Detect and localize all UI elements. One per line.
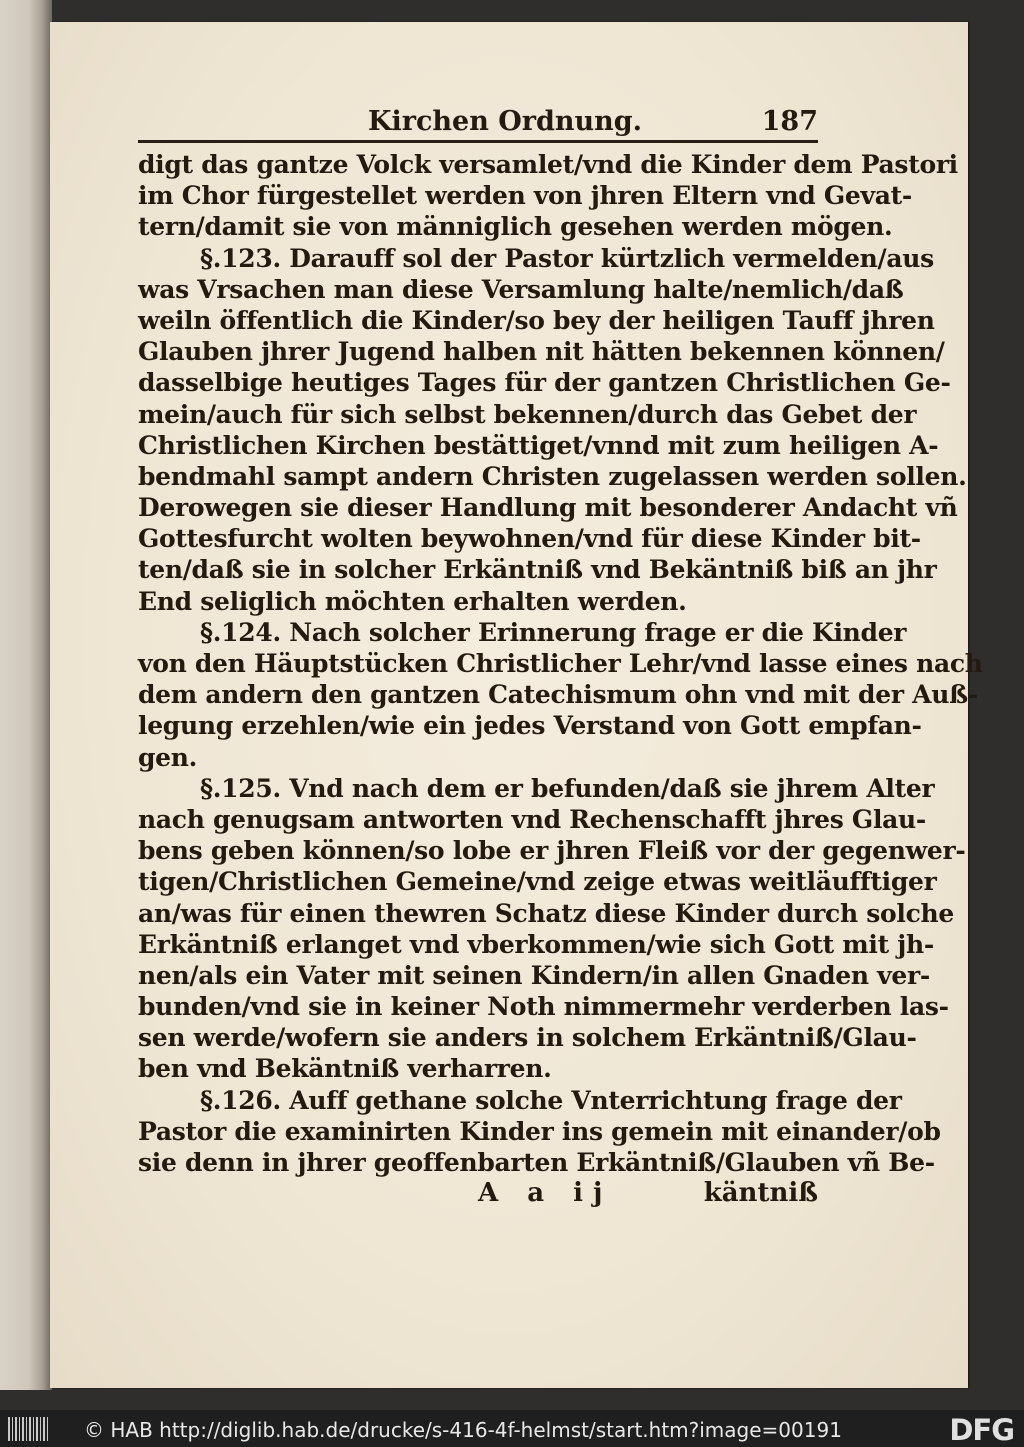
catch-line: [138, 1178, 818, 1210]
running-title: Kirchen Ordnung.: [368, 106, 643, 137]
text-line: Christlichen Kirchen bestättiget/vnnd mit zum heiligen A-: [138, 430, 939, 460]
text-line: §.125. Vnd nach dem er befunden/daß sie jhrem Alter: [200, 773, 935, 803]
head-rule: [138, 140, 818, 143]
text-line: an/was für einen thewren Schatz diese Kinder durch solche: [138, 898, 954, 928]
text-line: mein/auch für sich selbst bekennen/durch das Gebet der: [138, 399, 917, 429]
catchword: käntniß: [703, 1178, 818, 1209]
footer-bar: [0, 1410, 1024, 1447]
text-line: ben vnd Bekäntniß verharren.: [138, 1054, 552, 1084]
text-line: sie denn in jhrer geoffenbarten Erkäntniß/Glauben vñ Be-: [138, 1148, 935, 1177]
text-line: §.124. Nach solcher Erinnerung frage er die Kinder: [200, 617, 907, 647]
page-number: 187: [761, 106, 818, 137]
text-line: im Chor fürgestellet werden von jhren Eltern vnd Gevat-: [138, 181, 912, 211]
text-line: was Vrsachen man diese Versamlung halte/nemlich/daß: [138, 274, 904, 304]
running-head: [138, 102, 818, 138]
book-page: [50, 22, 983, 1388]
text-line: weiln öffentlich die Kinder/so bey der heiligen Tauff jhren: [138, 305, 935, 335]
text-line: Glauben jhrer Jugend halben nit hätten bekennen können/: [138, 337, 945, 367]
text-line: nen/als ein Vater mit seinen Kindern/in allen Gnaden ver-: [138, 960, 930, 990]
signature-mark: A a ij: [478, 1178, 613, 1209]
text-line: tern/damit sie von männiglich gesehen werden mögen.: [138, 212, 893, 242]
text-line: digt das gantze Volck versamlet/vnd die Kinder dem Pastori: [138, 150, 958, 179]
text-line: bens geben können/so lobe er jhren Fleiß vor der gegenwer-: [138, 836, 966, 866]
text-line: gen.: [138, 742, 198, 772]
text-line: bunden/vnd sie in keiner Noth nimmermehr verderben las-: [138, 992, 949, 1022]
page-text-block: [138, 102, 983, 1210]
facing-page-edge: [0, 0, 52, 1390]
text-line: dasselbige heutiges Tages für der gantzen Christlichen Ge-: [138, 368, 951, 398]
credit-url[interactable]: © HAB http://diglib.hab.de/drucke/s-416-4f-helmst/start.htm?image=00191: [84, 1418, 842, 1442]
text-line: tigen/Christlichen Gemeine/vnd zeige etwas weitläufftiger: [138, 867, 937, 897]
text-line: ten/daß sie in solcher Erkäntniß vnd Bekäntniß biß an jhr: [138, 555, 937, 585]
text-line: von den Häuptstücken Christlicher Lehr/vnd lasse eines nach: [138, 649, 983, 678]
text-line: Pastor die examinirten Kinder ins gemein mit einander/ob: [138, 1116, 941, 1146]
text-line: bendmahl sampt andern Christen zugelassen werden sollen.: [138, 461, 967, 491]
text-line: nach genugsam antworten vnd Rechenschafft jhres Glau-: [138, 804, 927, 834]
text-line: Derowegen sie dieser Handlung mit besonderer Andacht vñ: [138, 493, 958, 523]
text-line: §.126. Auff gethane solche Vnterrichtung frage der: [200, 1085, 902, 1115]
text-line: End seliglich möchten erhalten werden.: [138, 586, 687, 616]
dfg-logo: DFG: [949, 1413, 1014, 1447]
text-line: legung erzehlen/wie ein jedes Verstand von Gott empfan-: [138, 711, 922, 741]
text-line: Erkäntniß erlanget vnd vberkommen/wie sich Gott mit jh-: [138, 929, 934, 959]
text-line: dem andern den gantzen Catechismum ohn vnd mit der Auß-: [138, 680, 978, 710]
text-line: §.123. Darauff sol der Pastor kürtzlich vermelden/aus: [200, 243, 934, 273]
barcode-icon: [8, 1417, 48, 1441]
text-line: sen werde/wofern sie anders in solchem Erkäntniß/Glau-: [138, 1023, 917, 1053]
body-text: [138, 149, 983, 1178]
text-line: Gottesfurcht wolten beywohnen/vnd für diese Kinder bit-: [138, 524, 921, 554]
